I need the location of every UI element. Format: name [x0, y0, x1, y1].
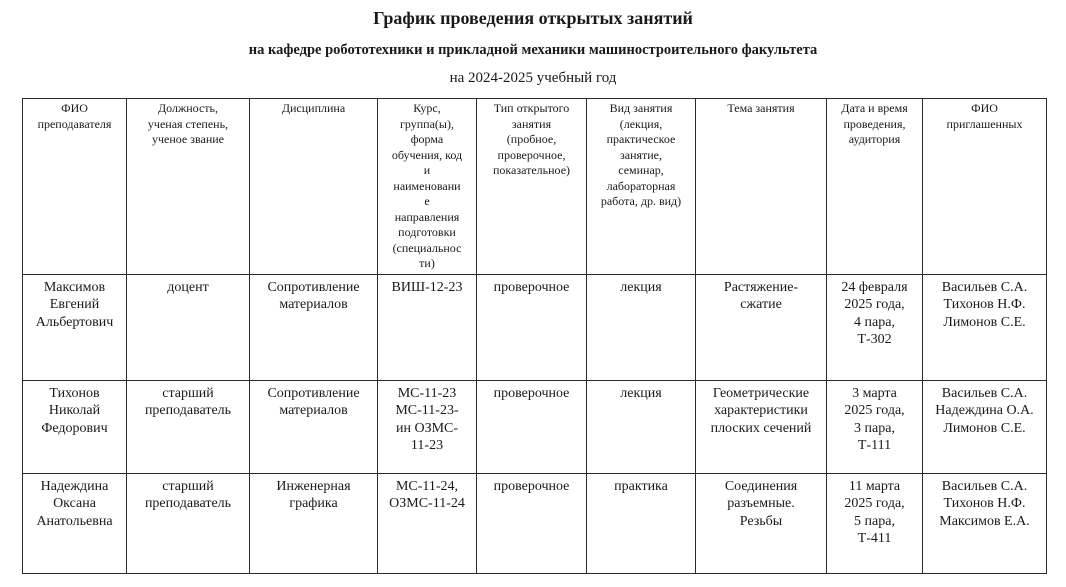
cell-group: МС-11-24, ОЗМС-11-24	[378, 473, 477, 573]
academic-year: на 2024-2025 учебный год	[449, 70, 617, 86]
cell-datetime: 3 марта 2025 года, 3 пара, Т-111	[827, 380, 923, 473]
cell-invited: Васильев С.А. Тихонов Н.Ф. Максимов Е.А.	[923, 473, 1047, 573]
header-position: Должность, ученая степень, ученое звание	[127, 99, 250, 275]
table-row	[23, 274, 1047, 380]
cell-discipline: Инженерная графика	[250, 473, 378, 573]
cell-teacher: Надеждина Оксана Анатольевна	[23, 473, 127, 573]
document-subtitle: на кафедре робототехники и прикладной механики машиностроительного факультета	[248, 42, 818, 58]
header-topic: Тема занятия	[696, 99, 827, 275]
cell-topic: Геометрические характеристики плоских сечений	[696, 380, 827, 473]
cell-topic: Соединения разъемные. Резьбы	[696, 473, 827, 573]
cell-discipline: Сопротивление материалов	[250, 274, 378, 380]
cell-invited: Васильев С.А. Тихонов Н.Ф. Лимонов С.Е.	[923, 274, 1047, 380]
cell-discipline: Сопротивление материалов	[250, 380, 378, 473]
table-header-row	[23, 99, 1047, 275]
cell-teacher: Максимов Евгений Альбертович	[23, 274, 127, 380]
table-row	[23, 473, 1047, 573]
header-teacher: ФИО преподавателя	[23, 99, 127, 275]
cell-teacher: Тихонов Николай Федорович	[23, 380, 127, 473]
cell-kind: лекция	[587, 380, 696, 473]
cell-type: проверочное	[477, 274, 587, 380]
cell-type: проверочное	[477, 473, 587, 573]
cell-type: проверочное	[477, 380, 587, 473]
table-row	[23, 380, 1047, 473]
header-discipline: Дисциплина	[250, 99, 378, 275]
cell-topic: Растяжение- сжатие	[696, 274, 827, 380]
schedule-table	[22, 98, 1047, 574]
header-group: Курс, группа(ы), форма обучения, код и наименовани е направления подготовки (специальнос ти)	[378, 99, 477, 275]
header-invited: ФИО приглашенных	[923, 99, 1047, 275]
cell-position: старший преподаватель	[127, 380, 250, 473]
cell-datetime: 11 марта 2025 года, 5 пара, Т-411	[827, 473, 923, 573]
cell-position: доцент	[127, 274, 250, 380]
header-datetime: Дата и время проведения, аудитория	[827, 99, 923, 275]
cell-kind: практика	[587, 473, 696, 573]
cell-invited: Васильев С.А. Надеждина О.А. Лимонов С.Е.	[923, 380, 1047, 473]
cell-kind: лекция	[587, 274, 696, 380]
cell-datetime: 24 февраля 2025 года, 4 пара, Т-302	[827, 274, 923, 380]
cell-group: ВИШ-12-23	[378, 274, 477, 380]
header-type: Тип открытого занятия (пробное, проверочное, показательное)	[477, 99, 587, 275]
cell-position: старший преподаватель	[127, 473, 250, 573]
header-kind: Вид занятия (лекция, практическое занятие, семинар, лабораторная работа, др. вид)	[587, 99, 696, 275]
cell-group: МС-11-23 МС-11-23- ин ОЗМС- 11-23	[378, 380, 477, 473]
document-title: График проведения открытых занятий	[373, 8, 693, 28]
